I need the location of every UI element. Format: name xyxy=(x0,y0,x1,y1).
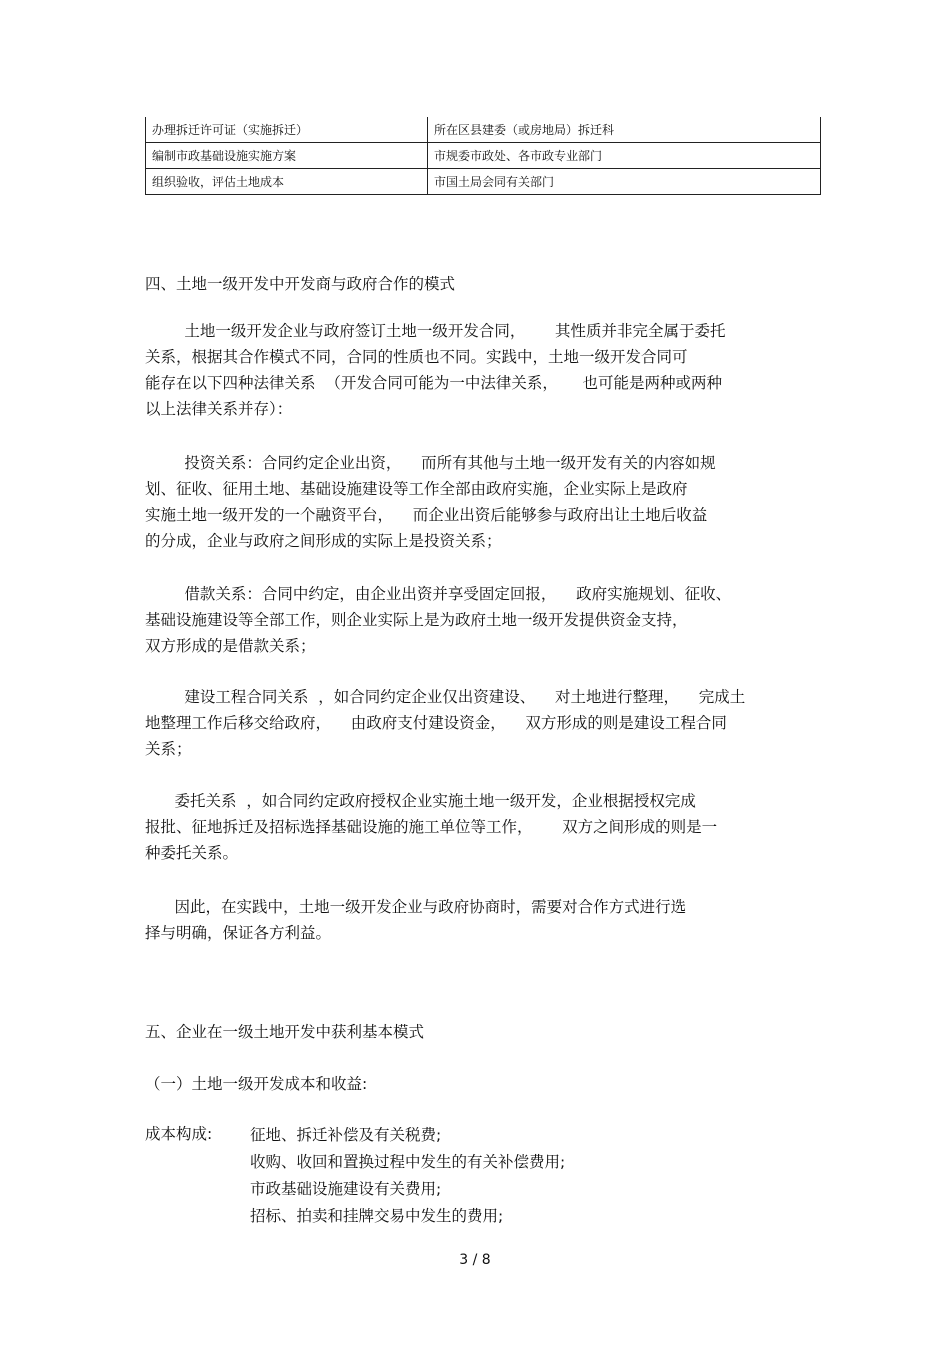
cost-label: 成本构成: xyxy=(145,1125,213,1143)
paragraph-line: 关系； xyxy=(145,740,192,758)
list-item: 招标、拍卖和挂牌交易中发生的费用; xyxy=(250,1207,504,1225)
table-row xyxy=(146,169,821,195)
paragraph xyxy=(145,318,805,422)
paragraph-line: 土地一级开发企业与政府签订土地一级开发合同， 其性质并非完全属于委托 xyxy=(145,322,726,340)
list-item: 收购、收回和置换过程中发生的有关补偿费用; xyxy=(250,1153,566,1171)
page-number: 3 / 8 xyxy=(459,1252,491,1268)
paragraph-line: 能存在以下四种法律关系 （开发合同可能为一中法律关系， 也可能是两种或两种 xyxy=(145,374,722,392)
paragraph-line: 报批、征地拆迁及招标选择基础设施的施工单位等工作， 双方之间形成的则是一 xyxy=(145,818,718,836)
section-heading: 五、企业在一级土地开发中获利基本模式 xyxy=(145,1023,425,1041)
list-item: 征地、拆迁补偿及有关税费; xyxy=(250,1126,442,1144)
subsection-heading: （一）土地一级开发成本和收益: xyxy=(145,1075,368,1093)
approval-table xyxy=(145,117,821,195)
paragraph-line: 以上法律关系并存）： xyxy=(145,400,293,418)
paragraph xyxy=(145,894,805,946)
table-row xyxy=(146,143,821,169)
paragraph-line: 基础设施建设等全部工作，则企业实际上是为政府土地一级开发提供资金支持， xyxy=(145,611,688,629)
paragraph-line: 投资关系：合同约定企业出资， 而所有其他与土地一级开发有关的内容如规 xyxy=(145,454,716,472)
paragraph-line: 实施土地一级开发的一个融资平台， 而企业出资后能够参与政府出让土地后收益 xyxy=(145,506,708,524)
paragraph-line: 建设工程合同关系 ，如合同约定企业仅出资建设、 对土地进行整理， 完成土 xyxy=(145,688,746,706)
paragraph xyxy=(145,684,805,762)
table-cell: 所在区县建委（或房地局）拆迁科 xyxy=(428,117,821,143)
paragraph xyxy=(145,581,805,659)
paragraph-line: 委托关系 ，如合同约定政府授权企业实施土地一级开发，企业根据授权完成 xyxy=(145,792,696,810)
section-heading: 四、土地一级开发中开发商与政府合作的模式 xyxy=(145,275,456,293)
paragraph-line: 择与明确，保证各方利益。 xyxy=(145,924,332,942)
paragraph-line: 种委托关系。 xyxy=(145,844,239,862)
paragraph-line: 地整理工作后移交给政府， 由政府支付建设资金， 双方形成的则是建设工程合同 xyxy=(145,714,727,732)
paragraph xyxy=(145,450,805,554)
cost-list xyxy=(250,1122,565,1230)
paragraph-line: 的分成，企业与政府之间形成的实际上是投资关系； xyxy=(145,532,502,550)
paragraph-line: 双方形成的是借款关系； xyxy=(145,637,316,655)
list-item: 市政基础设施建设有关费用; xyxy=(250,1180,442,1198)
paragraph xyxy=(145,788,805,866)
paragraph-line: 关系，根据其合作模式不同，合同的性质也不同。实践中，土地一级开发合同可 xyxy=(145,348,688,366)
paragraph-line: 因此，在实践中，土地一级开发企业与政府协商时，需要对合作方式进行选 xyxy=(145,898,687,916)
paragraph-line: 借款关系：合同中约定，由企业出资并享受固定回报， 政府实施规划、征收、 xyxy=(145,585,732,603)
paragraph-line: 划、征收、征用土地、基础设施建设等工作全部由政府实施，企业实际上是政府 xyxy=(145,480,688,498)
table-cell: 市规委市政处、各市政专业部门 xyxy=(428,143,821,169)
table-cell: 编制市政基础设施实施方案 xyxy=(146,143,428,169)
table-cell: 组织验收，评估土地成本 xyxy=(146,169,428,195)
table-cell: 市国土局会同有关部门 xyxy=(428,169,821,195)
table-row xyxy=(146,117,821,143)
table-cell: 办理拆迁许可证（实施拆迁） xyxy=(146,117,428,143)
